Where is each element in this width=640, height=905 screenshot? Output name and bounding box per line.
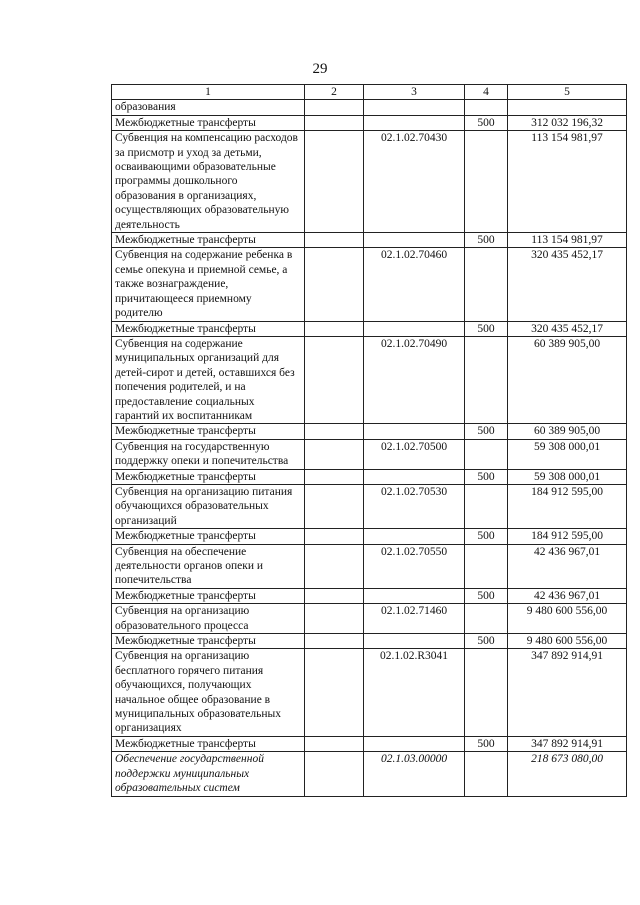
row-section-cell xyxy=(305,588,364,603)
row-name-cell: Субвенция на обеспечение деятельности органов опеки и попечительства xyxy=(112,544,305,588)
row-name-cell: Субвенция на содержание ребенка в семье опекуна и приемной семье, а также вознаграждение, причитающееся приемному родителю xyxy=(112,248,305,321)
row-code-cell: 02.1.02.R3041 xyxy=(364,649,465,736)
row-amount-cell: 59 308 000,01 xyxy=(508,439,627,469)
row-amount-cell: 42 436 967,01 xyxy=(508,588,627,603)
row-name-cell: образования xyxy=(112,100,305,115)
row-name-cell: Межбюджетные трансферты xyxy=(112,115,305,130)
row-code-cell xyxy=(364,588,465,603)
table-row xyxy=(112,439,627,469)
row-kind-cell xyxy=(465,131,508,233)
row-amount-cell: 60 389 905,00 xyxy=(508,424,627,439)
table-row xyxy=(112,131,627,233)
table-header-row xyxy=(112,85,627,100)
row-kind-cell: 500 xyxy=(465,634,508,649)
row-section-cell xyxy=(305,529,364,544)
row-kind-cell: 500 xyxy=(465,736,508,751)
row-name-cell: Субвенция на организацию питания обучающихся образовательных организаций xyxy=(112,484,305,528)
row-amount-cell: 9 480 600 556,00 xyxy=(508,634,627,649)
row-name-cell: Межбюджетные трансферты xyxy=(112,529,305,544)
table-row xyxy=(112,736,627,751)
row-section-cell xyxy=(305,336,364,423)
row-kind-cell xyxy=(465,439,508,469)
row-amount-cell: 42 436 967,01 xyxy=(508,544,627,588)
row-amount-cell: 320 435 452,17 xyxy=(508,321,627,336)
table-row xyxy=(112,115,627,130)
table-row xyxy=(112,544,627,588)
header-col-2: 2 xyxy=(305,85,364,100)
row-section-cell xyxy=(305,233,364,248)
table-row xyxy=(112,604,627,634)
row-name-cell: Межбюджетные трансферты xyxy=(112,233,305,248)
row-section-cell xyxy=(305,736,364,751)
row-name-cell: Межбюджетные трансферты xyxy=(112,588,305,603)
row-amount-cell: 113 154 981,97 xyxy=(508,131,627,233)
row-section-cell xyxy=(305,634,364,649)
row-name-cell: Субвенция на организацию бесплатного горячего питания обучающихся, получающих начальное общее образование в муниципальных образовательных организациях xyxy=(112,649,305,736)
row-kind-cell: 500 xyxy=(465,529,508,544)
row-code-cell xyxy=(364,100,465,115)
table-row xyxy=(112,588,627,603)
header-col-5: 5 xyxy=(508,85,627,100)
table-row xyxy=(112,336,627,423)
row-kind-cell xyxy=(465,248,508,321)
row-name-cell: Субвенция на компенсацию расходов за присмотр и уход за детьми, осваивающими образовательные программы дошкольного образования в организациях, осуществляющих образовательную деятельность xyxy=(112,131,305,233)
table-row xyxy=(112,424,627,439)
table-row xyxy=(112,321,627,336)
row-kind-cell: 500 xyxy=(465,469,508,484)
row-amount-cell: 113 154 981,97 xyxy=(508,233,627,248)
row-code-cell xyxy=(364,736,465,751)
row-code-cell: 02.1.02.70430 xyxy=(364,131,465,233)
table-row xyxy=(112,248,627,321)
row-code-cell xyxy=(364,321,465,336)
row-name-cell: Субвенция на организацию образовательного процесса xyxy=(112,604,305,634)
row-name-cell: Субвенция на государственную поддержку опеки и попечительства xyxy=(112,439,305,469)
row-section-cell xyxy=(305,469,364,484)
table-row xyxy=(112,649,627,736)
row-code-cell xyxy=(364,233,465,248)
table-body xyxy=(112,100,627,796)
row-section-cell xyxy=(305,752,364,796)
row-amount-cell: 184 912 595,00 xyxy=(508,529,627,544)
row-name-cell: Субвенция на содержание муниципальных организаций для детей-сирот и детей, оставшихся без попечения родителей, и на предоставление социальных гарантий их воспитанникам xyxy=(112,336,305,423)
row-amount-cell: 60 389 905,00 xyxy=(508,336,627,423)
row-kind-cell: 500 xyxy=(465,588,508,603)
row-section-cell xyxy=(305,424,364,439)
row-name-cell: Обеспечение государственной поддержки муниципальных образовательных систем xyxy=(112,752,305,796)
row-section-cell xyxy=(305,131,364,233)
table-row xyxy=(112,484,627,528)
row-code-cell: 02.1.02.70500 xyxy=(364,439,465,469)
header-col-1: 1 xyxy=(112,85,305,100)
row-code-cell: 02.1.02.70530 xyxy=(364,484,465,528)
row-code-cell xyxy=(364,424,465,439)
table-row xyxy=(112,233,627,248)
row-amount-cell: 9 480 600 556,00 xyxy=(508,604,627,634)
row-kind-cell xyxy=(465,484,508,528)
row-kind-cell: 500 xyxy=(465,233,508,248)
row-kind-cell xyxy=(465,604,508,634)
row-name-cell: Межбюджетные трансферты xyxy=(112,424,305,439)
row-section-cell xyxy=(305,439,364,469)
header-col-3: 3 xyxy=(364,85,465,100)
row-code-cell: 02.1.03.00000 xyxy=(364,752,465,796)
row-section-cell xyxy=(305,544,364,588)
row-amount-cell: 347 892 914,91 xyxy=(508,736,627,751)
row-amount-cell: 184 912 595,00 xyxy=(508,484,627,528)
row-code-cell xyxy=(364,634,465,649)
row-name-cell: Межбюджетные трансферты xyxy=(112,634,305,649)
row-kind-cell: 500 xyxy=(465,424,508,439)
row-kind-cell xyxy=(465,752,508,796)
row-section-cell xyxy=(305,649,364,736)
row-amount-cell xyxy=(508,100,627,115)
row-section-cell xyxy=(305,484,364,528)
row-amount-cell: 320 435 452,17 xyxy=(508,248,627,321)
row-kind-cell xyxy=(465,544,508,588)
row-section-cell xyxy=(305,100,364,115)
table-row xyxy=(112,529,627,544)
page-number: 29 xyxy=(312,61,328,77)
row-name-cell: Межбюджетные трансферты xyxy=(112,469,305,484)
row-amount-cell: 347 892 914,91 xyxy=(508,649,627,736)
row-amount-cell: 59 308 000,01 xyxy=(508,469,627,484)
header-col-4: 4 xyxy=(465,85,508,100)
row-amount-cell: 218 673 080,00 xyxy=(508,752,627,796)
row-kind-cell: 500 xyxy=(465,115,508,130)
row-kind-cell xyxy=(465,100,508,115)
table-row xyxy=(112,634,627,649)
row-amount-cell: 312 032 196,32 xyxy=(508,115,627,130)
row-kind-cell: 500 xyxy=(465,321,508,336)
row-kind-cell xyxy=(465,336,508,423)
budget-table xyxy=(111,84,627,797)
row-section-cell xyxy=(305,321,364,336)
row-kind-cell xyxy=(465,649,508,736)
row-code-cell xyxy=(364,469,465,484)
row-section-cell xyxy=(305,604,364,634)
row-section-cell xyxy=(305,115,364,130)
row-code-cell xyxy=(364,115,465,130)
table-row xyxy=(112,752,627,796)
row-name-cell: Межбюджетные трансферты xyxy=(112,736,305,751)
row-code-cell xyxy=(364,529,465,544)
row-code-cell: 02.1.02.70550 xyxy=(364,544,465,588)
row-name-cell: Межбюджетные трансферты xyxy=(112,321,305,336)
row-code-cell: 02.1.02.70460 xyxy=(364,248,465,321)
row-code-cell: 02.1.02.71460 xyxy=(364,604,465,634)
table-row xyxy=(112,469,627,484)
table-row xyxy=(112,100,627,115)
row-code-cell: 02.1.02.70490 xyxy=(364,336,465,423)
row-section-cell xyxy=(305,248,364,321)
